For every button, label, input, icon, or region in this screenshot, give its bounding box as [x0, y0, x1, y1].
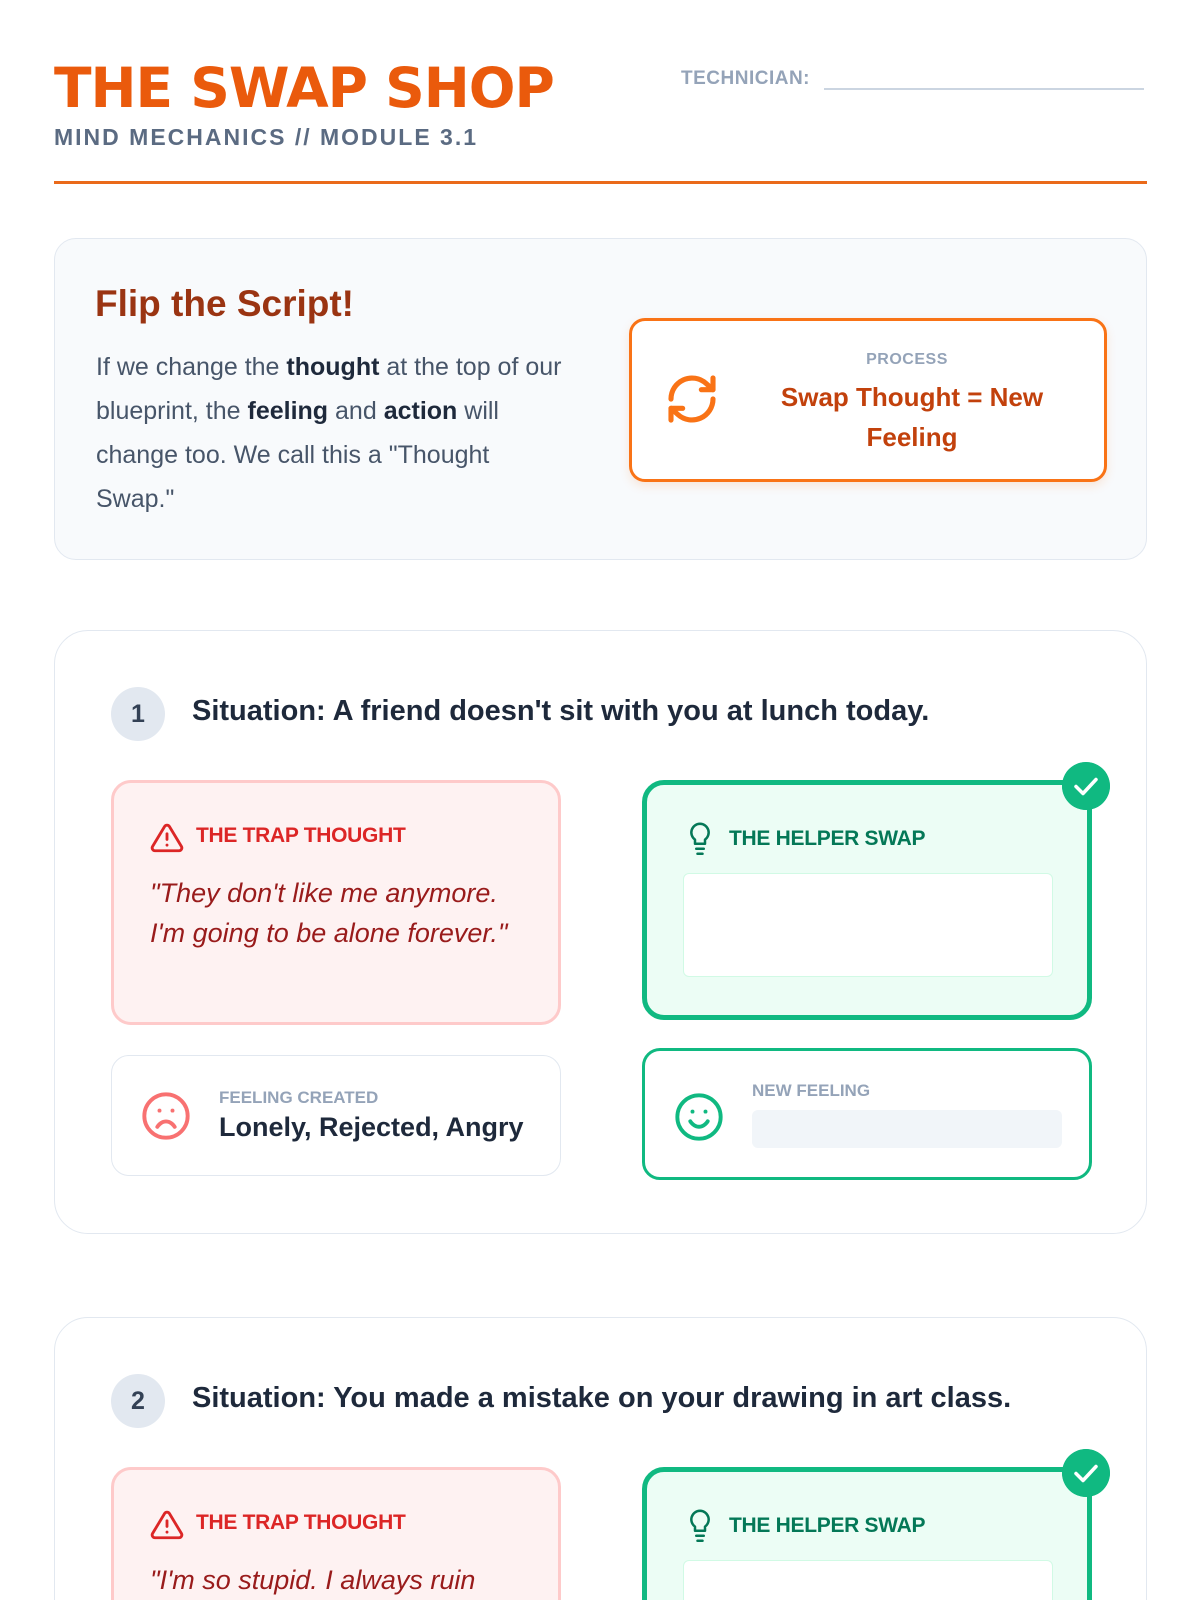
- intro-text-part: and: [328, 397, 384, 425]
- lightbulb-icon: [685, 821, 715, 859]
- feeling-created-label: FEELING CREATED: [219, 1088, 379, 1107]
- technician-field: [681, 62, 1144, 90]
- intro-title: Flip the Script!: [95, 283, 354, 324]
- warning-icon: [150, 821, 184, 855]
- intro-text-part: at the top of our blueprint, the: [96, 353, 562, 425]
- intro-keyword-feeling: feeling: [247, 397, 329, 425]
- new-feeling-input[interactable]: [752, 1110, 1062, 1148]
- trap-thought-box: [111, 1467, 561, 1600]
- intro-keyword-action: action: [383, 397, 458, 425]
- process-box: [629, 318, 1107, 482]
- helper-swap-input[interactable]: [683, 1560, 1053, 1600]
- trap-thought-title: THE TRAP THOUGHT: [196, 824, 406, 847]
- process-value: Swap Thought = New Feeling: [780, 382, 1044, 452]
- helper-swap-title: THE HELPER SWAP: [729, 827, 926, 850]
- helper-swap-title: THE HELPER SWAP: [729, 1514, 926, 1537]
- situation-number: 2: [111, 1374, 165, 1428]
- check-icon: [1062, 1449, 1110, 1497]
- helper-swap-input[interactable]: [683, 873, 1053, 977]
- sad-face-icon: [140, 1090, 192, 1142]
- check-icon: [1062, 762, 1110, 810]
- page-subtitle: MIND MECHANICS // MODULE 3.1: [54, 124, 479, 150]
- intro-text: [96, 345, 566, 521]
- technician-label: TECHNICIAN:: [681, 68, 810, 89]
- trap-thought-title: THE TRAP THOUGHT: [196, 1511, 406, 1534]
- trap-thought-text: "They don't like me anymore. I'm going to be alone forever.": [150, 878, 508, 948]
- process-label: PROCESS: [866, 351, 948, 368]
- page-header: [54, 58, 1147, 184]
- helper-swap-box: [642, 780, 1092, 1020]
- situation-card: [54, 630, 1147, 1234]
- intro-panel: [54, 238, 1147, 560]
- feeling-created-value: Lonely, Rejected, Angry: [219, 1112, 524, 1142]
- page-title: THE SWAP SHOP: [54, 56, 554, 120]
- trap-thought-box: [111, 780, 561, 1025]
- happy-face-icon: [673, 1091, 725, 1143]
- refresh-icon: [664, 371, 720, 427]
- situation-text: Situation: You made a mistake on your drawing in art class.: [192, 1382, 1012, 1414]
- situation-text: Situation: A friend doesn't sit with you at lunch today.: [192, 695, 930, 727]
- new-feeling-label: NEW FEELING: [752, 1081, 871, 1100]
- intro-text-part: If we change the: [96, 353, 287, 381]
- situation-number: 1: [111, 687, 165, 741]
- helper-swap-box: [642, 1467, 1092, 1600]
- lightbulb-icon: [685, 1508, 715, 1546]
- new-feeling-box: [642, 1048, 1092, 1180]
- intro-keyword-thought: thought: [286, 353, 380, 381]
- situation-card: [54, 1317, 1147, 1600]
- technician-name-input[interactable]: [824, 62, 1144, 90]
- feeling-created-box: [111, 1055, 561, 1176]
- warning-icon: [150, 1508, 184, 1542]
- intro-text-part: will change too. We call this a "Thought Swap.": [96, 397, 499, 513]
- trap-thought-text: "I'm so stupid. I always ruin: [150, 1565, 476, 1595]
